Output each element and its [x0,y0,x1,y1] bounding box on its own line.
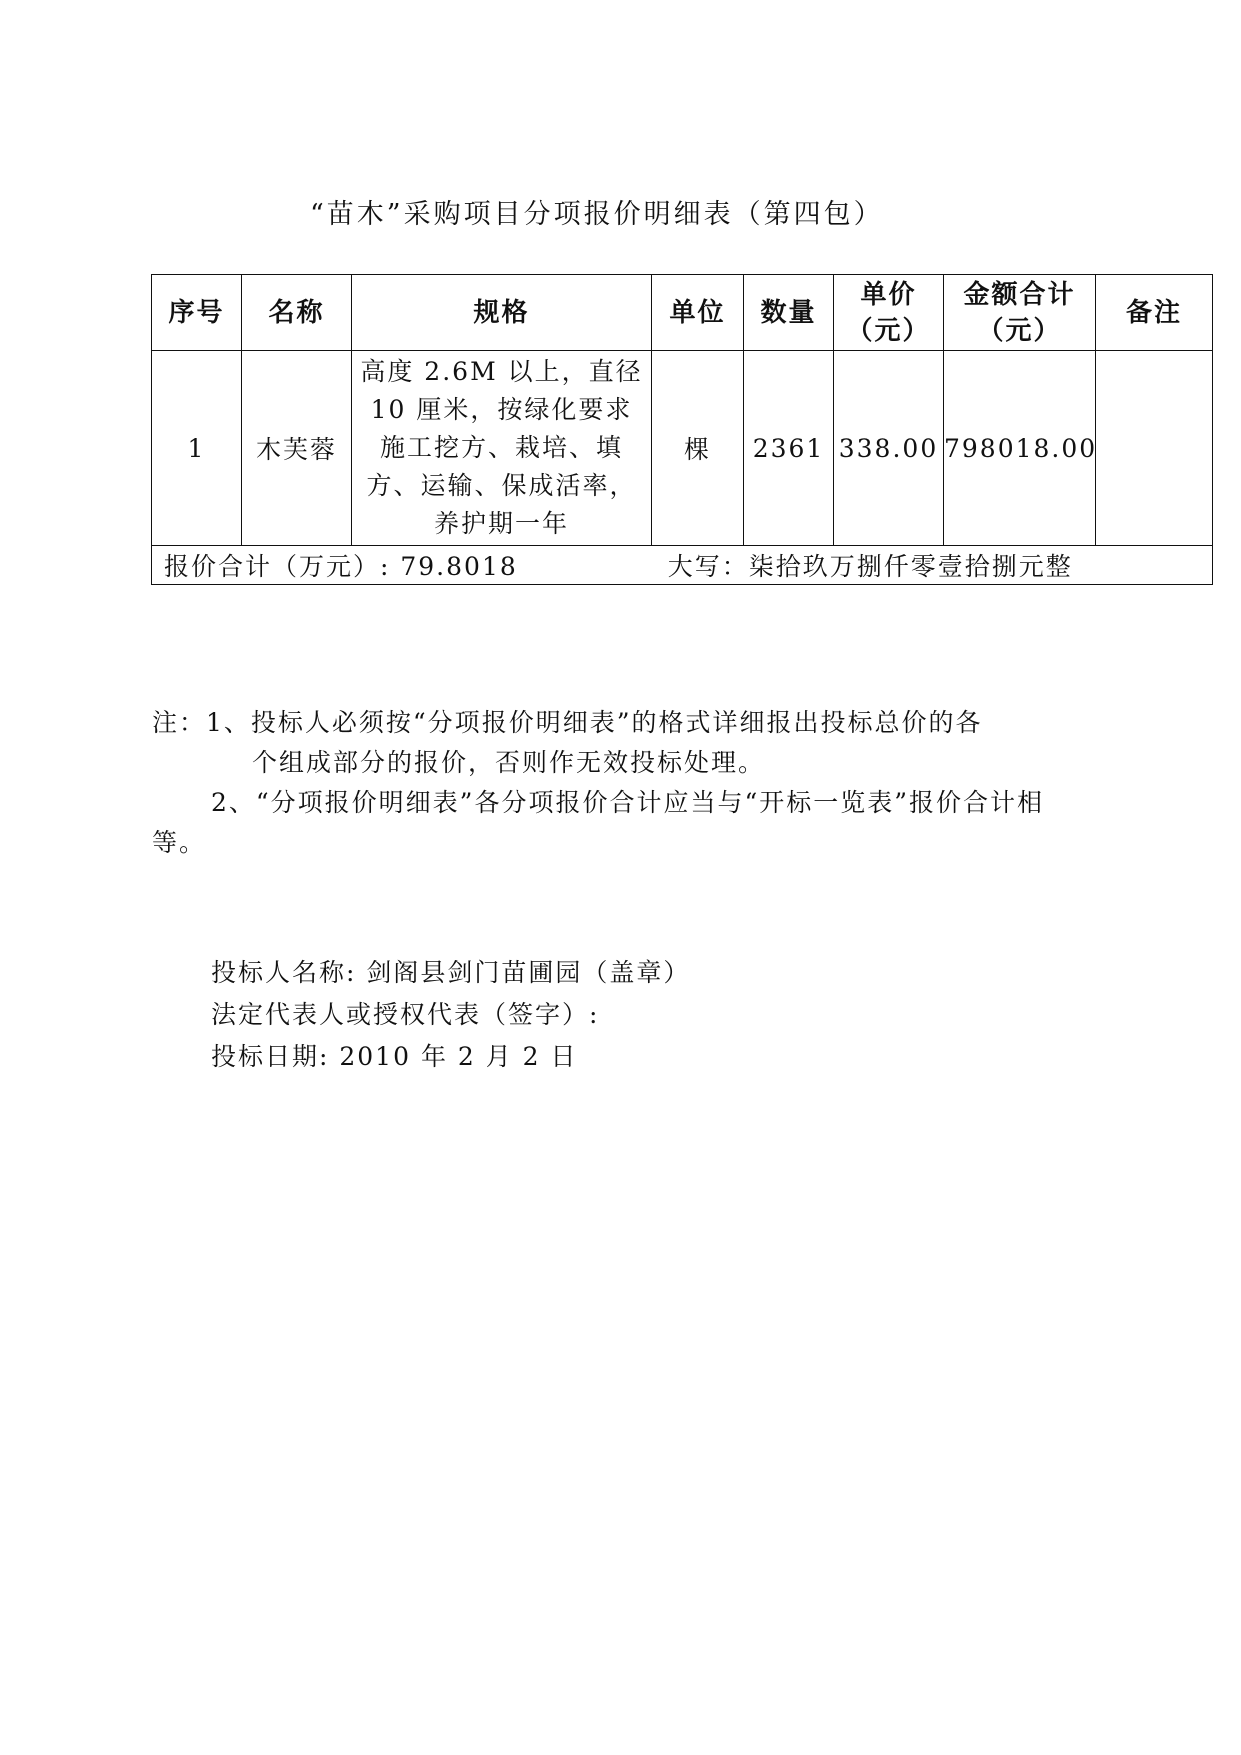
header-spec: 规格 [352,275,652,351]
table-header-row [152,275,1213,351]
cell-amount: 798018.00 [944,351,1096,546]
representative-line: 法定代表人或授权代表（签字）: [211,1000,600,1029]
cell-qty: 2361 [744,351,834,546]
cell-name: 木芙蓉 [242,351,352,546]
header-amount-line2: （元） [977,315,1062,346]
header-amount [944,275,1096,351]
quote-table [151,274,1213,585]
header-qty: 数量 [744,275,834,351]
header-amount-line1: 金额合计 [963,279,1076,310]
header-seq: 序号 [152,275,242,351]
note-line-1: 注：1、投标人必须按“分项报价明细表”的格式详细报出投标总价的各 [152,708,983,737]
note-line-3: 2、“分项报价明细表”各分项报价合计应当与“开标一览表”报价合计相等。 [152,788,1045,857]
header-unit: 单位 [652,275,744,351]
signature-block [211,952,690,1078]
note-line-2: 个组成部分的报价，否则作无效投标处理。 [252,748,766,777]
header-name: 名称 [242,275,352,351]
cell-remark [1096,351,1213,546]
bidder-name: 投标人名称: 剑阁县剑门苗圃园（盖章） [211,958,691,987]
header-price-line1: 单价 [860,279,917,310]
cell-spec: 高度 2.6M 以上，直径 10 厘米，按绿化要求施工挖方、栽培、填方、运输、保成活率，养护期一年 [352,351,652,546]
total-amount-label: 报价合计（万元）: 79.8018 [164,552,518,581]
total-cell [152,546,1213,585]
cell-price: 338.00 [834,351,944,546]
total-row [152,546,1213,585]
header-price-line2: （元） [846,315,931,346]
cell-unit: 棵 [652,351,744,546]
cell-seq: 1 [152,351,242,546]
notes-section [152,703,1092,863]
total-amount-upper: 大写：柒拾玖万捌仟零壹拾捌元整 [667,552,1073,581]
table-row [152,351,1213,546]
document-title: “苗木”采购项目分项报价明细表（第四包） [310,199,884,230]
header-remark: 备注 [1096,275,1213,351]
header-price [834,275,944,351]
bid-date: 投标日期: 2010 年 2 月 2 日 [211,1042,578,1071]
